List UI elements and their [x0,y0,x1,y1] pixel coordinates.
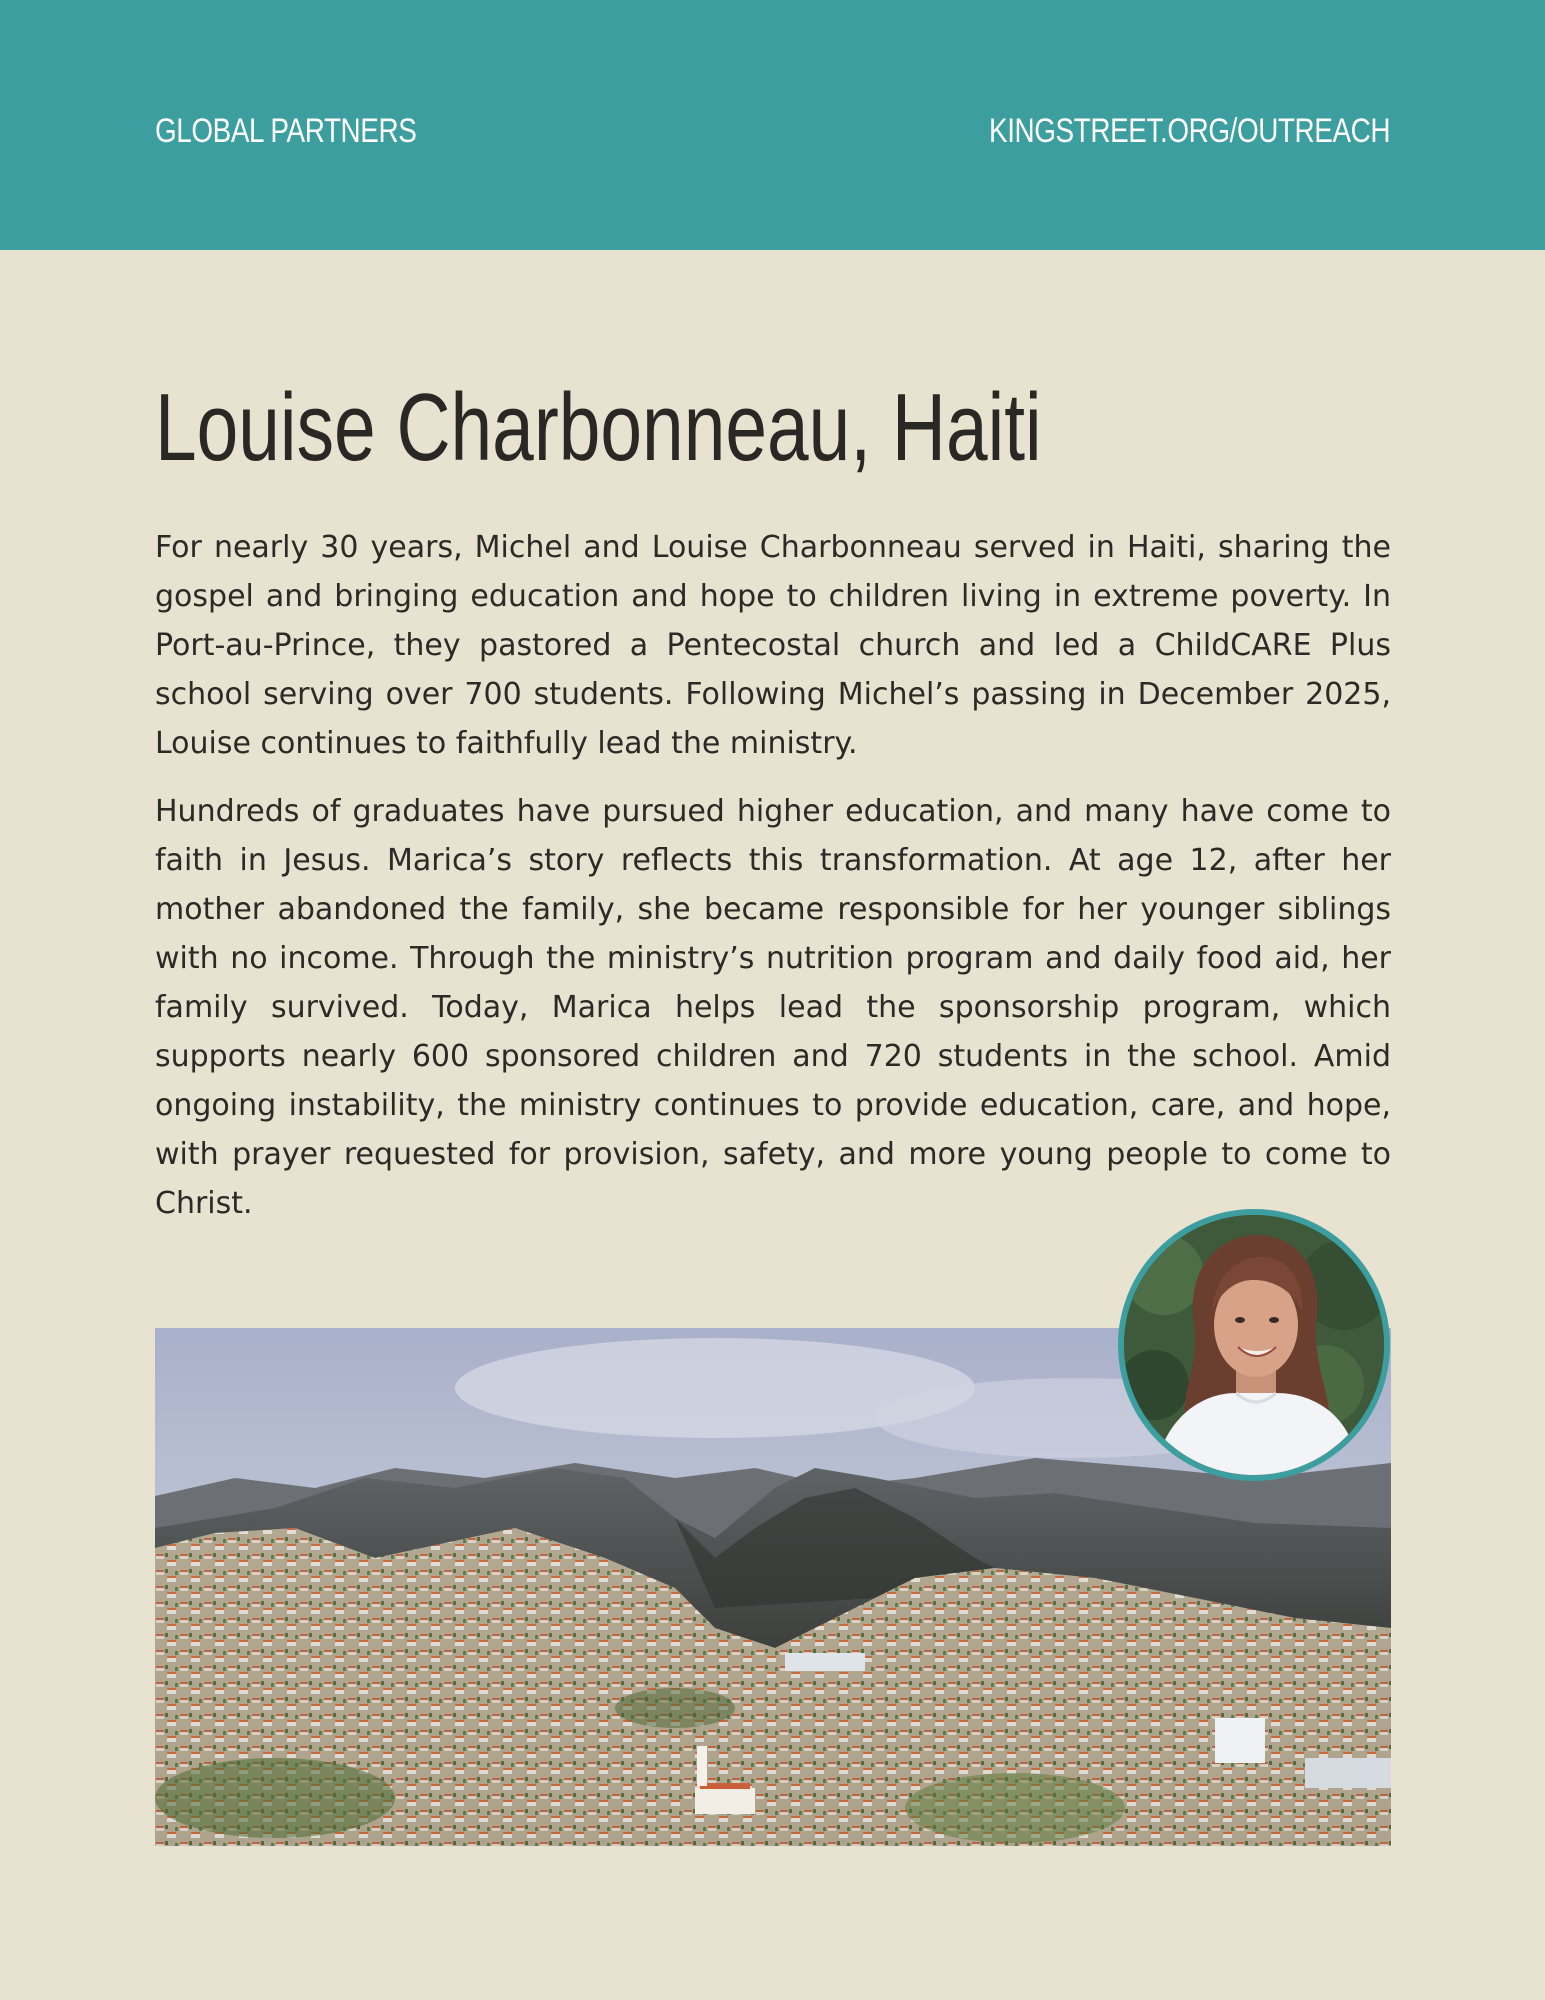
louise-portrait-photo [1118,1209,1390,1481]
header-website-link[interactable]: KINGSTREET.ORG/OUTREACH [988,112,1390,150]
body-paragraph-2: Hundreds of graduates have pursued higher education, and many have come to faith in Jesus. Marica’s story reflects this transformation. At age 12, after her mother abandoned the family, she became responsible for her younger siblings with no income. Through the ministry’s nutrition program and daily food aid, her family survived. Today, Marica helps lead the sponsorship program, which supports nearly 600 sponsored children and 720 students in the school. Amid ongoing instability, the ministry continues to provide education, care, and hope, with prayer requested for provision, safety, and more young people to come to Christ. [155,794,1391,1221]
body-paragraph-1: For nearly 30 years, Michel and Louise Charbonneau served in Haiti, sharing the gospel and bringing education and hope to children living in extreme poverty. In Port-au-Prince, they pastored a Pentecostal church and led a ChildCARE Plus school serving over 700 students. Following Michel’s passing in December 2025, Louise continues to faithfully lead the ministry. [155,530,1391,761]
page-title: Louise Charbonneau, Haiti [155,374,1042,481]
header-band [0,0,1545,250]
header-org-label: GLOBAL PARTNERS [155,112,417,150]
